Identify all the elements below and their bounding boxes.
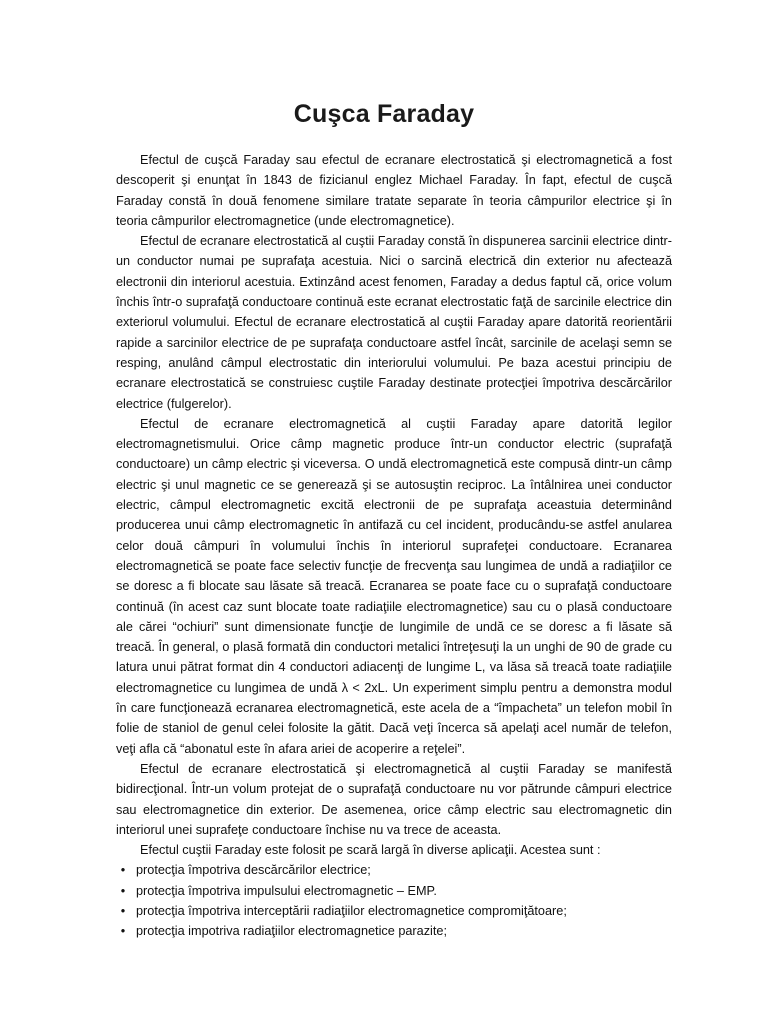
list-item (116, 901, 672, 921)
document-title: Cuşca Faraday (293, 100, 475, 128)
list-item (116, 860, 672, 880)
paragraph-intro: Efectul de cuşcă Faraday sau efectul de ecranare electrostatică şi electromagnetică a fost descoperit şi enunţat în 1843 de fizicianul englez Michael Faraday. În fapt, efectul de cuşcă Faraday constă în două fenomene similare tratate separate în teoria câmpurilor electrice şi în teoria câmpurilor electromagnetice (unde electromagnetice). (116, 153, 672, 228)
paragraph-electromagnetic: Efectul de ecranare electromagnetică al cuştii Faraday apare datorită legilor electromagnetismului. Orice câmp magnetic produce într-un conductor electric (suprafaţă conductoare) un câmp electric şi viceversa. O undă electromagnetică este compusă dintr-un câmp electric şi unul magnetic ce se generează şi se autosuştin reciproc. La întâlnirea unei conductor electric, câmpul electromagnetic excită electronii de pe suprafaţa aceastuia determinând producerea unui câmp electromagnetic în antifază cu cel incident, producându-se astfel anularea celor două câmpuri în volumului închis în interiorul suprafeţei conductoare. Ecranarea electromagnetică se poate face selectiv funcţie de frecvenţa sau lungimea de undă a radiaţiilor ce se doresc a fi blocate sau lăsate să treacă. Ecranarea se poate face cu o suprafaţă conductoare continuă (în acest caz sunt blocate toate radiaţiile electromagnetice) sau cu o plasă conductoare ale cărei “ochiuri” sunt dimensionate funcţie de lungimile de undă ce se doresc a fi lăsate să treacă. În general, o plasă formată din conductori metalici întreţesuţi la un unghi de 90 de grade cu latura unui pătrat format din 4 conductori adiacenţi de lungime L, va lăsa să treacă toate radiaţiile electromagnetice cu lungimea de undă λ < 2xL. Un experiment simplu pentru a demonstra modul în care funcţionează ecranarea electromagnetică, este acela de a “împacheta” un telefon mobil în folie de staniol de genul celei folosite la gătit. Dacă veţi încerca să apelaţi acel număr de telefon, veţi afla că “abonatul este în afara ariei de acoperire a reţelei”. (116, 416, 672, 756)
list-item (116, 921, 672, 941)
bullet-icon: • (120, 883, 126, 898)
paragraph-applications: Efectul cuştii Faraday este folosit pe scară largă în diverse aplicaţii. Acestea sunt : (140, 843, 601, 858)
list-item-text: protecţia impotriva radiaţiilor electromagnetice parazite; (136, 924, 447, 939)
list-item-text: protecţia împotriva impulsului electromagnetic – EMP. (136, 883, 437, 898)
list-item-text: protecţia împotriva descărcărilor electrice; (136, 863, 371, 878)
list-item (116, 881, 672, 901)
applications-list (116, 860, 672, 941)
bullet-icon: • (120, 863, 126, 878)
document-body (116, 150, 672, 942)
bullet-icon: • (120, 924, 126, 939)
bullet-icon: • (120, 903, 126, 918)
list-item-text: protecţia împotriva interceptării radiaţiilor electromagnetice compromiţătoare; (136, 903, 567, 918)
paragraph-electrostatic: Efectul de ecranare electrostatică al cuştii Faraday constă în dispunerea sarcinii electrice dintr-un conductor numai pe suprafaţa acestuia. Nici o sarcină electrică din exterior nu afectează electronii din interiorul acestuia. Extinzând acest fenomen, Faraday a dedus faptul că, orice volum închis într-o suprafaţă conductoare continuă este ecranat electrostatic faţă de sarcinile electrice din exteriorul volumului. Efectul de ecranare electrostatică al cuştii Faraday apare datorită reorientării rapide a sarcinilor electrice de pe suprafaţa conductoare astfel încât, sarcinile de acelaşi semn se resping, anulând câmpul electrostatic din interiorului volumului. Pe baza acestui principiu de ecranare electrostatică se construiesc cuştile Faraday destinate protecţiei împotriva descărcărilor electrice (fulgerelor). (116, 234, 672, 411)
paragraph-bidirectional: Efectul de ecranare electrostatică şi electromagnetică al cuştii Faraday se manifestă bidirecţional. Într-un volum protejat de o suprafaţă conductoare nu vor pătrunde câmpuri electrice sau electromagnetice din exterior. De asemenea, orice câmp electric sau electromagnetic din interiorul unei suprafeţe conductoare închise nu va trece de aceasta. (116, 761, 672, 837)
